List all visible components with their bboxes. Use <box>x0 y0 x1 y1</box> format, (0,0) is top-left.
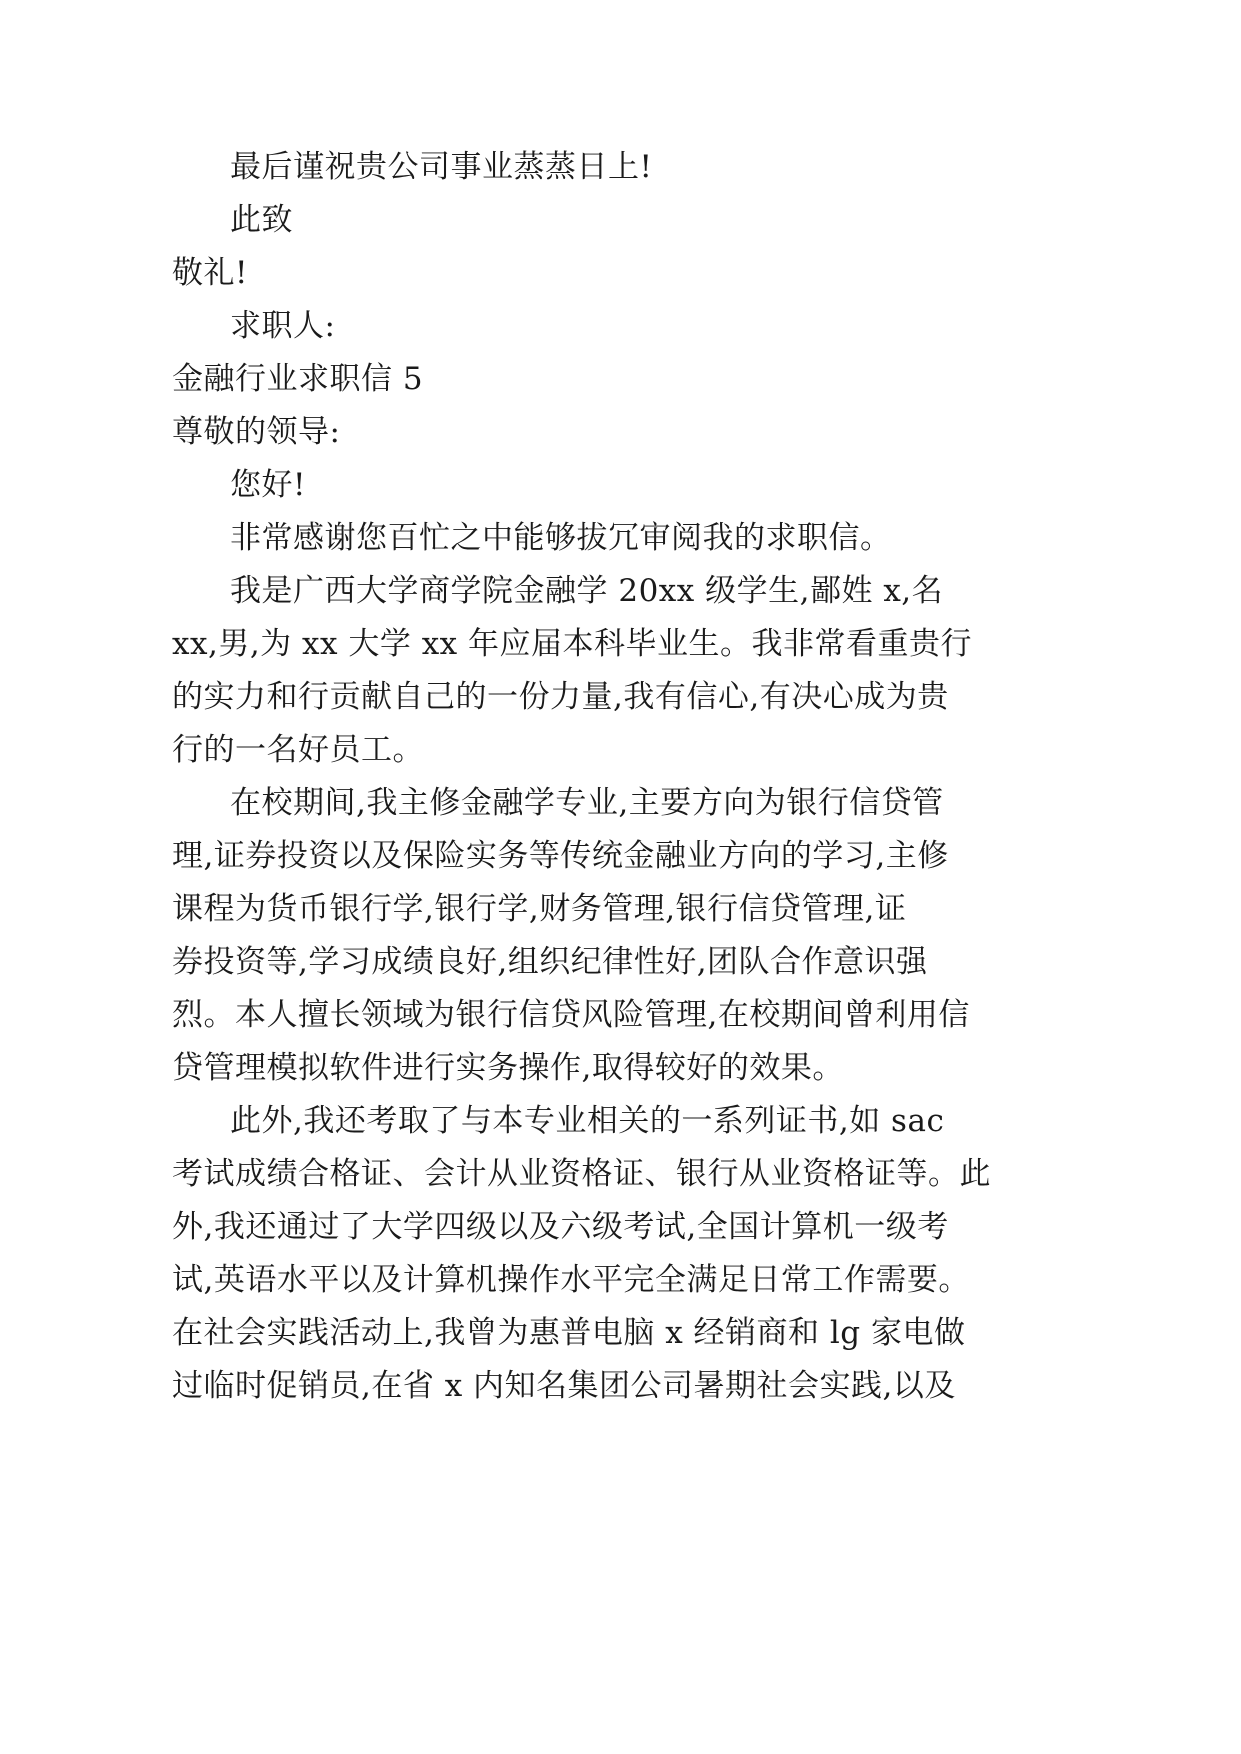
paragraph-line: 理,证券投资以及保险实务等传统金融业方向的学习,主修 <box>172 838 949 874</box>
paragraph-line: 在社会实践活动上,我曾为惠普电脑 x 经销商和 lg 家电做 <box>172 1315 966 1351</box>
paragraph-line: 券投资等,学习成绩良好,组织纪律性好,团队合作意识强 <box>172 944 928 980</box>
paragraph-line: 过临时促销员,在省 x 内知名集团公司暑期社会实践,以及 <box>172 1368 956 1404</box>
paragraph-line: 行的一名好员工。 <box>172 732 424 768</box>
paragraph-line: 贷管理模拟软件进行实务操作,取得较好的效果。 <box>172 1050 844 1086</box>
paragraph-line: 此外,我还考取了与本专业相关的一系列证书,如 sac <box>230 1103 945 1139</box>
letter-title: 金融行业求职信 5 <box>172 361 424 397</box>
salutation-jingli: 敬礼! <box>172 255 248 291</box>
closing-wish: 最后谨祝贵公司事业蒸蒸日上! <box>230 149 653 185</box>
paragraph-line: 外,我还通过了大学四级以及六级考试,全国计算机一级考 <box>172 1209 949 1245</box>
paragraph-line: 在校期间,我主修金融学专业,主要方向为银行信贷管 <box>230 785 944 821</box>
letter-greeting: 尊敬的领导: <box>172 414 341 450</box>
paragraph-line: 课程为货币银行学,银行学,财务管理,银行信贷管理,证 <box>172 891 907 927</box>
paragraph-line: 我是广西大学商学院金融学 20xx 级学生,鄙姓 x,名 <box>230 573 944 609</box>
paragraph-line: 的实力和行贡献自己的一份力量,我有信心,有决心成为贵 <box>172 679 949 715</box>
applicant-signature: 求职人: <box>230 308 336 344</box>
paragraph-line: xx,男,为 xx 大学 xx 年应届本科毕业生。我非常看重贵行 <box>172 626 973 662</box>
paragraph-line: 非常感谢您百忙之中能够拔冗审阅我的求职信。 <box>230 520 892 556</box>
paragraph-line: 试,英语水平以及计算机操作水平完全满足日常工作需要。 <box>172 1262 970 1298</box>
paragraph-line: 考试成绩合格证、会计从业资格证、银行从业资格证等。此 <box>172 1156 991 1192</box>
letter-hello: 您好! <box>230 467 306 503</box>
salutation-cizhi: 此致 <box>230 202 293 238</box>
paragraph-line: 烈。本人擅长领域为银行信贷风险管理,在校期间曾利用信 <box>172 997 970 1033</box>
